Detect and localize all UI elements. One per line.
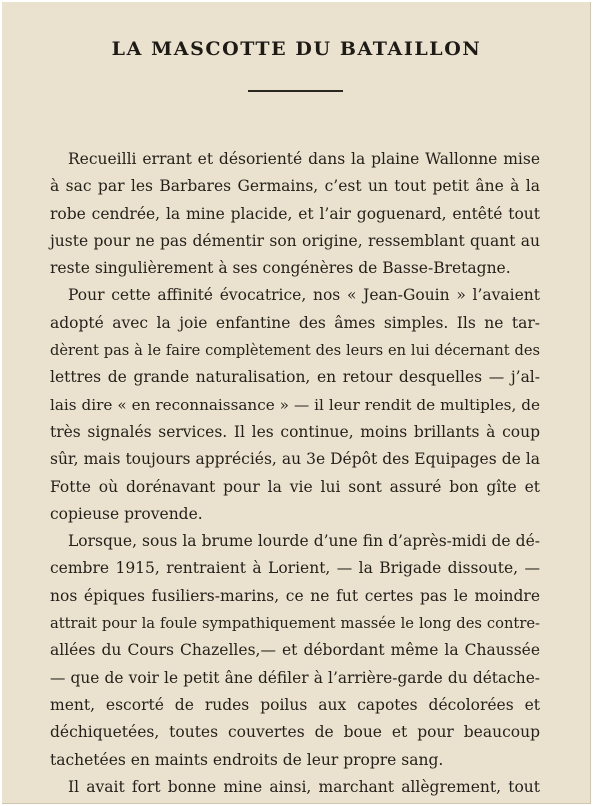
text-line: nos épiques fusiliers-marins, ce ne fut certes pas le moindre xyxy=(50,586,540,605)
text-line: lais dire « en reconnaissance » — il leur rendit de multiples, de xyxy=(50,395,540,414)
text-line: tachetées en maints endroits de leur propre sang. xyxy=(50,750,444,769)
text-line: lettres de grande naturalisation, en retour desquelles — j’al- xyxy=(50,368,540,387)
paragraph-2 xyxy=(50,282,540,528)
text-line: cembre 1915, rentraient à Lorient, — la Brigade dissoute, — xyxy=(50,559,540,578)
text-line: déchiquetées, toutes couvertes de boue et pour beaucoup xyxy=(50,723,540,742)
document-page xyxy=(2,2,591,804)
text-line: Recueilli errant et désorienté dans la plaine Wallonne mise xyxy=(68,150,540,168)
text-line: très signalés services. Il les continue, moins brillants à coup xyxy=(50,422,540,441)
text-line: Fotte où dorénavant pour la vie lui sont assuré bon gîte et xyxy=(50,477,540,496)
paragraph-3 xyxy=(50,528,540,774)
text-line: à sac par les Barbares Germains, c’est un tout petit âne à la xyxy=(50,177,540,196)
text-line: Pour cette affinité évocatrice, nos « Jean-Gouin » l’avaient xyxy=(68,286,540,305)
text-line: attrait pour la foule sympathiquement massée le long des contre- xyxy=(50,615,540,633)
body-text xyxy=(50,146,540,801)
title-rule xyxy=(248,90,343,92)
text-line: dèrent pas à le faire complètement des leurs en lui décernant des xyxy=(50,342,540,360)
text-line: — que de voir le petit âne défiler à l’arrière-garde du détache- xyxy=(50,668,540,687)
text-line: reste singulièrement à ses congénères de Basse-Bretagne. xyxy=(50,259,511,278)
text-line: sûr, mais toujours appréciés, au 3e Dépôt des Equipages de la xyxy=(50,450,540,469)
text-line: copieuse provende. xyxy=(50,504,203,523)
text-line: juste pour ne pas démentir son origine, ressemblant quant au xyxy=(50,231,540,250)
text-line: allées du Cours Chazelles,— et débordant même la Chaussée xyxy=(50,641,540,660)
paragraph-4 xyxy=(50,774,540,801)
text-line: adopté avec la joie enfantine des âmes simples. Ils ne tar- xyxy=(50,313,540,332)
text-line: ment, escorté de rudes poilus aux capotes décolorées et xyxy=(50,695,540,714)
paragraph-1 xyxy=(50,146,540,282)
text-line: robe cendrée, la mine placide, et l’air goguenard, entêté tout xyxy=(50,204,540,223)
text-line: Il avait fort bonne mine ainsi, marchant allègrement, tout xyxy=(68,777,540,796)
page-title: LA MASCOTTE DU BATAILLON xyxy=(111,38,482,60)
text-line: Lorsque, sous la brume lourde d’une fin d’après-midi de dé- xyxy=(68,532,540,551)
